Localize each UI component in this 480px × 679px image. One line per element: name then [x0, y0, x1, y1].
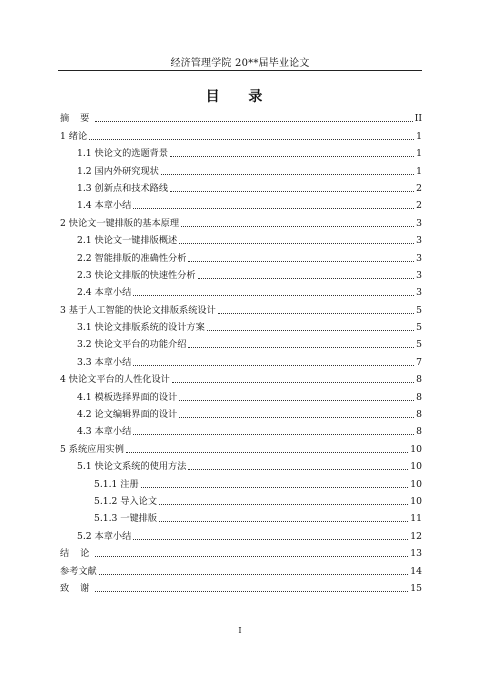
toc-dot-leader — [99, 574, 409, 575]
toc-dot-leader — [89, 139, 414, 140]
toc-entry-label: 5 系统应用实例 — [60, 443, 124, 455]
toc-entry-page: 1 — [416, 148, 422, 160]
toc-entry-label: 1 绪论 — [60, 130, 88, 142]
toc-entry-label: 5.2 本章小结 — [77, 530, 132, 542]
toc-entry-label: 5.1.3 一键排版 — [94, 513, 158, 525]
toc-entry[interactable] — [60, 577, 422, 594]
toc-entry-label: 3 基于人工智能的快论文排版系统设计 — [60, 304, 216, 316]
toc-entry[interactable] — [60, 403, 422, 420]
toc-entry-page: 8 — [416, 426, 422, 438]
toc-entry[interactable] — [60, 420, 422, 437]
toc-entry-label: 2.1 快论文一键排版概述 — [77, 235, 178, 247]
table-of-contents — [60, 107, 422, 594]
toc-entry[interactable] — [60, 194, 422, 211]
toc-entry[interactable] — [60, 142, 422, 159]
toc-dot-leader — [133, 365, 414, 366]
toc-dot-leader — [207, 330, 414, 331]
toc-entry[interactable] — [60, 281, 422, 298]
toc-entry-page: 3 — [416, 269, 422, 281]
toc-dot-leader — [159, 504, 408, 505]
toc-entry-page: 10 — [410, 495, 422, 507]
toc-dot-leader — [188, 469, 408, 470]
toc-entry[interactable] — [60, 350, 422, 367]
toc-dot-leader — [95, 591, 408, 592]
toc-entry-label: 5.1 快论文系统的使用方法 — [77, 461, 187, 473]
toc-dot-leader — [198, 278, 415, 279]
toc-dot-leader — [170, 156, 414, 157]
toc-entry-label: 4.2 论文编辑界面的设计 — [77, 409, 178, 421]
toc-entry[interactable] — [60, 472, 422, 489]
toc-entry-page: 10 — [410, 461, 422, 473]
toc-entry-page: 8 — [416, 374, 422, 386]
toc-entry-label: 1.3 创新点和技术路线 — [77, 182, 169, 194]
toc-entry-page: 11 — [410, 513, 422, 525]
toc-entry[interactable] — [60, 229, 422, 246]
toc-entry[interactable] — [60, 333, 422, 350]
toc-entry-page: 1 — [416, 165, 422, 177]
toc-entry[interactable] — [60, 264, 422, 281]
toc-entry-page: 5 — [416, 339, 422, 351]
page-number: I — [238, 626, 242, 635]
toc-entry[interactable] — [60, 559, 422, 576]
toc-entry[interactable] — [60, 159, 422, 176]
toc-dot-leader — [133, 295, 414, 296]
toc-entry[interactable] — [60, 490, 422, 507]
toc-dot-leader — [161, 174, 414, 175]
toc-entry[interactable] — [60, 385, 422, 402]
toc-entry-label: 1.4 本章小结 — [77, 200, 132, 212]
toc-entry[interactable] — [60, 455, 422, 472]
toc-dot-leader — [179, 243, 414, 244]
toc-entry-page: 2 — [416, 200, 422, 212]
toc-entry[interactable] — [60, 211, 422, 228]
toc-entry[interactable] — [60, 542, 422, 559]
toc-entry-label: 3.2 快论文平台的功能介绍 — [77, 339, 187, 351]
toc-entry-label: 1.2 国内外研究现状 — [77, 165, 159, 177]
toc-dot-leader — [188, 261, 414, 262]
toc-entry-label: 5.1.1 注册 — [94, 478, 139, 490]
toc-entry[interactable] — [60, 107, 422, 124]
toc-entry-page: 13 — [410, 548, 422, 560]
toc-entry-label: 4.3 本章小结 — [77, 426, 132, 438]
toc-entry-page: 2 — [416, 182, 422, 194]
toc-entry[interactable] — [60, 246, 422, 263]
toc-entry-page: 5 — [416, 304, 422, 316]
toc-dot-leader — [133, 208, 414, 209]
toc-entry-page: II — [414, 113, 422, 125]
toc-entry-label: 结 论 — [60, 548, 94, 560]
toc-entry-label: 2.4 本章小结 — [77, 287, 132, 299]
toc-entry-page: 3 — [416, 252, 422, 264]
toc-entry-page: 12 — [410, 530, 422, 542]
toc-dot-leader — [133, 539, 408, 540]
toc-entry[interactable] — [60, 124, 422, 141]
toc-entry-page: 15 — [410, 582, 422, 594]
toc-entry-page: 5 — [416, 322, 422, 334]
toc-entry[interactable] — [60, 368, 422, 385]
toc-entry[interactable] — [60, 437, 422, 454]
toc-entry-label: 5.1.2 导入论文 — [94, 495, 158, 507]
toc-entry[interactable] — [60, 298, 422, 315]
toc-entry-label: 参考文献 — [60, 565, 97, 577]
toc-entry-page: 10 — [410, 443, 422, 455]
toc-dot-leader — [141, 487, 409, 488]
toc-dot-leader — [172, 382, 414, 383]
toc-dot-leader — [181, 226, 414, 227]
toc-dot-leader — [218, 313, 414, 314]
toc-entry-page: 3 — [416, 235, 422, 247]
toc-entry-label: 4 快论文平台的人性化设计 — [60, 374, 170, 386]
toc-entry-label: 1.1 快论文的选题背景 — [77, 148, 169, 160]
running-header: 经济管理学院 20**届毕业论文 — [170, 58, 310, 69]
toc-entry-label: 3.3 本章小结 — [77, 356, 132, 368]
toc-entry-page: 8 — [416, 391, 422, 403]
toc-entry-page: 14 — [410, 565, 422, 577]
toc-entry-page: 7 — [416, 356, 422, 368]
toc-entry[interactable] — [60, 177, 422, 194]
toc-dot-leader — [170, 191, 414, 192]
toc-dot-leader — [179, 417, 414, 418]
toc-entry-page: 8 — [416, 409, 422, 421]
toc-entry-label: 致 谢 — [60, 582, 94, 594]
toc-dot-leader — [126, 452, 408, 453]
toc-entry-label: 2.2 智能排版的准确性分析 — [77, 252, 187, 264]
toc-dot-leader — [95, 556, 408, 557]
toc-entry-label: 2 快论文一键排版的基本原理 — [60, 217, 180, 229]
header-rule — [58, 70, 422, 71]
toc-entry-page: 1 — [416, 130, 422, 142]
toc-title: 目 录 — [205, 89, 275, 105]
toc-entry-label: 3.1 快论文排版系统的设计方案 — [77, 322, 205, 334]
toc-entry[interactable] — [60, 316, 422, 333]
toc-dot-leader — [159, 521, 408, 522]
toc-entry-label: 摘 要 — [60, 113, 94, 125]
toc-entry-page: 10 — [410, 478, 422, 490]
toc-dot-leader — [133, 434, 414, 435]
toc-entry-page: 3 — [416, 287, 422, 299]
toc-entry-page: 3 — [416, 217, 422, 229]
toc-entry[interactable] — [60, 507, 422, 524]
toc-entry-label: 4.1 模板选择界面的设计 — [77, 391, 178, 403]
toc-dot-leader — [188, 347, 414, 348]
toc-dot-leader — [95, 121, 412, 122]
toc-entry[interactable] — [60, 524, 422, 541]
toc-entry-label: 2.3 快论文排版的快速性分析 — [77, 269, 196, 281]
toc-dot-leader — [179, 400, 414, 401]
